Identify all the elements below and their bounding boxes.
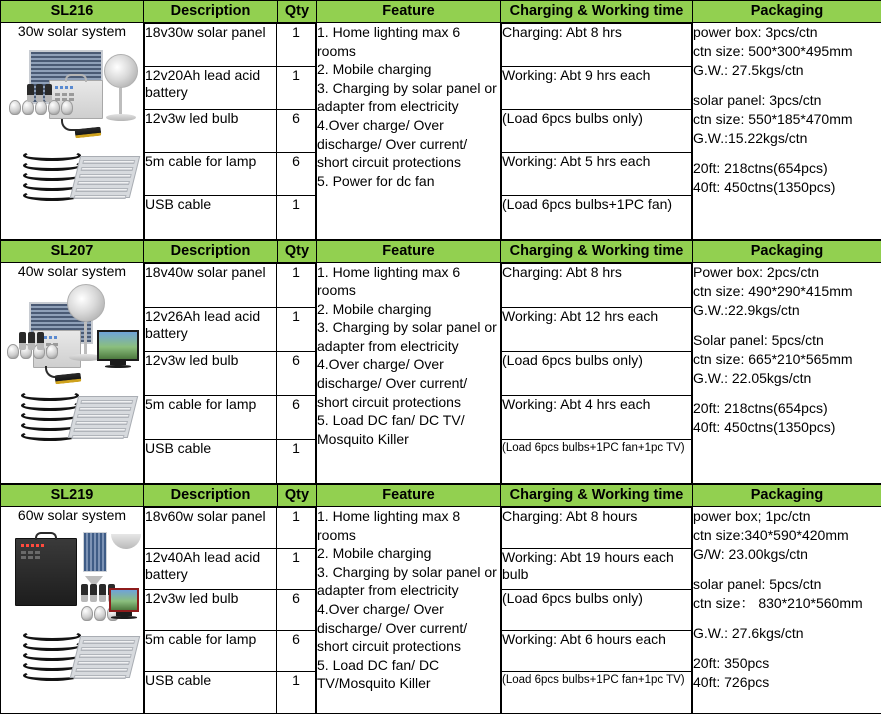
item-qty: 1: [277, 307, 316, 351]
charging-cell: [501, 23, 693, 240]
charging-line: Charging: Abt 8 hrs: [502, 24, 692, 67]
packaging-spacer: [693, 80, 881, 91]
item-name: 18v30w solar panel: [145, 24, 277, 67]
item-name: 12v3w led bulb: [145, 590, 277, 631]
packaging-line: 40ft: 450ctns(1350pcs): [693, 178, 881, 197]
item-row: [145, 153, 316, 196]
feature-cell: [317, 262, 501, 484]
packaging-line: 20ft: 350pcs: [693, 654, 881, 673]
item-qty: 1: [277, 508, 316, 549]
item-qty: 1: [277, 672, 316, 713]
charging-line: Working: Abt 12 hrs each: [502, 307, 692, 351]
charging-line: Working: Abt 9 hrs each: [502, 67, 692, 110]
packaging-line: G.W.:22.9kgs/ctn: [693, 301, 881, 320]
feature-line: 4.Over charge/ Over discharge/ Over current/ short circuit protections: [317, 355, 500, 411]
charging-line: Charging: Abt 8 hrs: [502, 263, 692, 307]
item-name: 5m cable for lamp: [145, 631, 277, 672]
mobile-phone-icon: [74, 127, 101, 139]
item-qty: 1: [277, 196, 316, 239]
packaging-line: solar panel: 5pcs/ctn: [693, 575, 881, 594]
item-name: 18v60w solar panel: [145, 508, 277, 549]
header-feature: Feature: [317, 1, 501, 23]
header-description: Description: [144, 240, 278, 262]
item-qty: 1: [277, 67, 316, 110]
product-image-cell: [1, 262, 144, 484]
item-name: USB cable: [145, 439, 277, 483]
packaging-spacer: [693, 320, 881, 331]
product-photo-60w: [5, 526, 140, 688]
packaging-spacer: [693, 388, 881, 399]
packaging-spacer: [693, 613, 881, 624]
header-charging: Charging & Working time: [501, 485, 693, 507]
system-title: 40w solar system: [1, 263, 143, 280]
item-row: [145, 307, 316, 351]
system-title: 30w solar system: [1, 23, 143, 40]
item-qty: 6: [277, 351, 316, 395]
item-qty: 6: [277, 395, 316, 439]
packaging-line: ctn size: 500*300*495mm: [693, 42, 881, 61]
packaging-line: power box; 1pc/ctn: [693, 507, 881, 526]
feature-line: 5. Load DC fan/ DC TV/Mosquito Killer: [317, 656, 500, 693]
system-title: 60w solar system: [1, 507, 143, 524]
feature-line: 5. Power for dc fan: [317, 172, 500, 191]
product-row: [1, 262, 881, 484]
product-image-cell: [1, 507, 144, 714]
packaging-line: ctn size:340*590*420mm: [693, 526, 881, 545]
packaging-line: Power box: 2pcs/ctn: [693, 263, 881, 282]
item-row: [145, 395, 316, 439]
table-header-row: [1, 1, 881, 23]
packaging-line: 40ft: 450ctns(1350pcs): [693, 418, 881, 437]
item-row: [145, 24, 316, 67]
feature-line: 3. Charging by solar panel or adapter from electricity: [317, 318, 500, 355]
charging-cell: [501, 507, 693, 714]
header-model: SL216: [1, 1, 144, 23]
feature-line: 3. Charging by solar panel or adapter from electricity: [317, 79, 500, 116]
packaging-line: ctn size: 550*185*470mm: [693, 110, 881, 129]
packaging-line: G.W.:15.22kgs/ctn: [693, 129, 881, 148]
header-qty: Qty: [278, 240, 317, 262]
item-row: [145, 590, 316, 631]
packaging-line: Solar panel: 5pcs/ctn: [693, 331, 881, 350]
bulb-holders-icon: [19, 332, 44, 350]
tv-icon: [97, 330, 139, 368]
feature-line: 1. Home lighting max 8 rooms: [317, 507, 500, 544]
item-name: 5m cable for lamp: [145, 395, 277, 439]
item-row: [145, 672, 316, 713]
packaging-line: G/W: 23.00kgs/ctn: [693, 545, 881, 564]
item-qty: 1: [277, 24, 316, 67]
item-name: 12v40Ah lead acid battery: [145, 549, 277, 590]
feature-cell: [317, 507, 501, 714]
charging-line: Working: Abt 6 hours each: [502, 631, 692, 672]
hanging-lamp-icon: [111, 534, 141, 549]
header-packaging: Packaging: [693, 240, 881, 262]
led-indicator-icon: [55, 86, 73, 89]
item-qty: 6: [277, 590, 316, 631]
feature-line: 3. Charging by solar panel or adapter from electricity: [317, 563, 500, 600]
item-name: USB cable: [145, 672, 277, 713]
description-table: [144, 263, 316, 484]
charging-line: (Load 6pcs bulbs only): [502, 110, 692, 153]
item-name: 5m cable for lamp: [145, 153, 277, 196]
packaging-spacer: [693, 148, 881, 159]
charging-table: [501, 507, 692, 713]
packaging-cell: [693, 262, 881, 484]
item-name: 18v40w solar panel: [145, 263, 277, 307]
item-row: [145, 67, 316, 110]
product-image-cell: [1, 23, 144, 240]
item-qty: 6: [277, 153, 316, 196]
charging-table: [501, 23, 692, 239]
item-qty: 1: [277, 263, 316, 307]
tube-lights-icon: [67, 396, 137, 438]
charging-line: Working: Abt 19 hours each bulb: [502, 549, 692, 590]
solar-panel-icon: [83, 532, 107, 572]
packaging-cell: [693, 23, 881, 240]
feature-cell: [317, 23, 501, 240]
charging-line: Working: Abt 4 hrs each: [502, 395, 692, 439]
item-row: [145, 439, 316, 483]
product-block-sl219: [0, 484, 881, 714]
packaging-spacer: [693, 643, 881, 654]
description-qty-cell: [144, 507, 317, 714]
charging-line: (Load 6pcs bulbs only): [502, 351, 692, 395]
charging-line: (Load 6pcs bulbs+1PC fan): [502, 196, 692, 239]
button-pad-icon: [21, 551, 40, 559]
packaging-line: G.W.: 22.05kgs/ctn: [693, 369, 881, 388]
header-model: SL207: [1, 240, 144, 262]
packaging-line: G.W.: 27.6kgs/ctn: [693, 624, 881, 643]
packaging-line: 20ft: 218ctns(654pcs): [693, 159, 881, 178]
item-row: [145, 631, 316, 672]
item-name: 12v3w led bulb: [145, 110, 277, 153]
feature-line: 2. Mobile charging: [317, 544, 500, 563]
product-block-sl216: [0, 0, 881, 240]
feature-line: 1. Home lighting max 6 rooms: [317, 23, 500, 60]
feature-line: 2. Mobile charging: [317, 300, 500, 319]
product-photo-30w: [5, 42, 140, 212]
header-model: SL219: [1, 485, 144, 507]
charging-line: (Load 6pcs bulbs+1PC fan+1pc TV): [502, 439, 692, 483]
fan-icon: [104, 54, 138, 121]
header-packaging: Packaging: [693, 485, 881, 507]
packaging-line: ctn size: 665*210*565mm: [693, 350, 881, 369]
item-name: 12v20Ah lead acid battery: [145, 67, 277, 110]
item-qty: 6: [277, 110, 316, 153]
item-row: [145, 351, 316, 395]
item-qty: 1: [277, 549, 316, 590]
feature-line: 4.Over charge/ Over discharge/ Over current/ short circuit protections: [317, 116, 500, 172]
charging-line: Charging: Abt 8 hours: [502, 508, 692, 549]
charging-line: Working: Abt 5 hrs each: [502, 153, 692, 196]
header-packaging: Packaging: [693, 1, 881, 23]
header-feature: Feature: [317, 240, 501, 262]
led-indicator-icon: [21, 544, 44, 547]
charging-table: [501, 263, 692, 484]
description-qty-cell: [144, 23, 317, 240]
product-row: [1, 507, 881, 714]
feature-line: 4.Over charge/ Over discharge/ Over current/ short circuit protections: [317, 600, 500, 656]
item-row: [145, 549, 316, 590]
packaging-spacer: [693, 564, 881, 575]
feature-line: 5. Load DC fan/ DC TV/ Mosquito Killer: [317, 411, 500, 448]
power-box-icon: [15, 538, 77, 606]
charging-line: (Load 6pcs bulbs only): [502, 590, 692, 631]
header-description: Description: [144, 1, 278, 23]
tv-icon: [109, 588, 139, 619]
packaging-line: 40ft: 726pcs: [693, 673, 881, 692]
packaging-line: ctn size: 490*290*415mm: [693, 282, 881, 301]
product-photo-40w: [5, 282, 140, 448]
tube-lights-icon: [69, 636, 139, 678]
header-qty: Qty: [278, 485, 317, 507]
item-row: [145, 263, 316, 307]
header-charging: Charging & Working time: [501, 1, 693, 23]
header-feature: Feature: [317, 485, 501, 507]
packaging-line: solar panel: 3pcs/ctn: [693, 91, 881, 110]
description-table: [144, 23, 316, 239]
header-qty: Qty: [278, 1, 317, 23]
packaging-line: power box: 3pcs/ctn: [693, 23, 881, 42]
description-qty-cell: [144, 262, 317, 484]
item-row: [145, 110, 316, 153]
item-qty: 1: [277, 439, 316, 483]
header-description: Description: [144, 485, 278, 507]
packaging-line: G.W.: 27.5kgs/ctn: [693, 61, 881, 80]
item-row: [145, 196, 316, 239]
charging-line: (Load 6pcs bulbs+1PC fan+1pc TV): [502, 672, 692, 713]
item-name: 12v26Ah lead acid battery: [145, 307, 277, 351]
led-bulbs-icon: [9, 100, 73, 115]
packaging-cell: [693, 507, 881, 714]
item-row: [145, 508, 316, 549]
feature-line: 1. Home lighting max 6 rooms: [317, 263, 500, 300]
product-row: [1, 23, 881, 240]
description-table: [144, 507, 316, 713]
tube-lights-icon: [69, 156, 139, 198]
feature-line: 2. Mobile charging: [317, 60, 500, 79]
table-header-row: [1, 485, 881, 507]
charging-cell: [501, 262, 693, 484]
item-name: USB cable: [145, 196, 277, 239]
item-name: 12v3w led bulb: [145, 351, 277, 395]
table-header-row: [1, 240, 881, 262]
packaging-line: ctn size： 830*210*560mm: [693, 594, 881, 613]
bulb-holders-icon: [27, 84, 52, 102]
header-charging: Charging & Working time: [501, 240, 693, 262]
packaging-line: 20ft: 218ctns(654pcs): [693, 399, 881, 418]
item-qty: 6: [277, 631, 316, 672]
product-block-sl207: [0, 240, 881, 485]
